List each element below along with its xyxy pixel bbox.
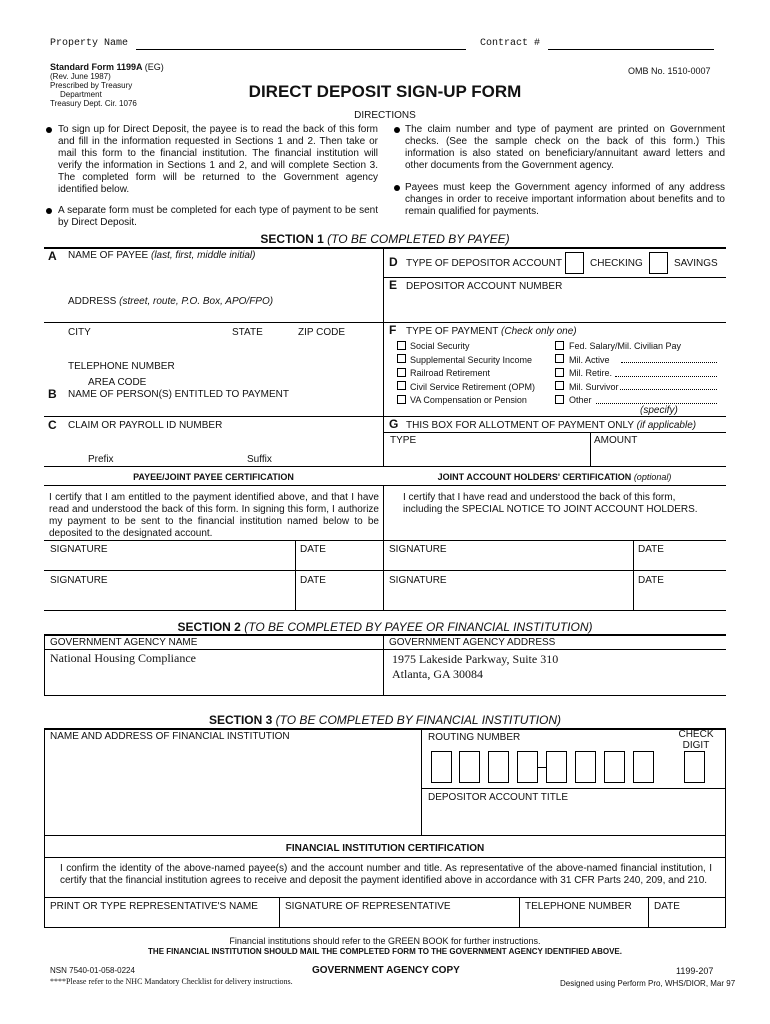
section-3-title: SECTION 3 (TO BE COMPLETED BY FINANCIAL INSTITUTION) — [208, 713, 562, 727]
direction-right-2: Payees must keep the Government agency informed of any address changes in order to receive important information about benefits and to remain qualified for payments. — [405, 182, 725, 217]
section-3-top-border — [44, 728, 726, 730]
rep-date-label[interactable]: DATE — [654, 901, 680, 912]
mil-retire-line — [615, 376, 717, 377]
mil-survivor-line — [620, 389, 717, 390]
section-3-bottom-border — [44, 927, 726, 928]
field-b-letter: B — [48, 387, 57, 401]
section-3-left-border — [44, 729, 45, 928]
other-label: Other — [569, 395, 592, 405]
field-c-letter: C — [48, 418, 57, 432]
fi-cert-text: I confirm the identity of the above-named payee(s) and the account number and title. As representative of the above-named financial institution, I certify that the financial institution agrees to receive and deposit the payment identified above in accordance with 31 CFR Parts 240, 209, and 210. — [60, 863, 712, 886]
payee-cert-text: I certify that I am entitled to the payment identified above, and that I have read and understood the back of this form. In signing this form, I authorize my payment to be sent to the financial institution named below to be deposited to the designated account. — [49, 492, 379, 539]
payee-signature-1[interactable]: SIGNATURE — [50, 544, 108, 555]
mil-survivor-checkbox[interactable] — [555, 381, 564, 390]
divider — [633, 540, 634, 611]
other-checkbox[interactable] — [555, 395, 564, 404]
property-name-line[interactable] — [136, 49, 466, 50]
savings-checkbox[interactable] — [649, 252, 668, 274]
property-name-label: Property Name — [50, 38, 129, 49]
payee-date-1[interactable]: DATE — [300, 544, 326, 555]
agency-address-line1[interactable]: 1975 Lakeside Parkway, Suite 310 — [392, 652, 559, 666]
divider — [44, 485, 726, 486]
payee-date-2[interactable]: DATE — [300, 575, 326, 586]
direction-right-1: The claim number and type of payment are printed on Government checks. (See the sample check on the back of this form.) This information is also stated on beneficiary/annuitant award letters and other documents from the Government agency. — [405, 124, 725, 171]
va-label: VA Compensation or Pension — [410, 395, 527, 405]
telephone-label[interactable]: TELEPHONE NUMBER — [68, 361, 175, 372]
joint-cert-title: JOINT ACCOUNT HOLDERS' CERTIFICATION (optional) — [437, 472, 672, 482]
divider — [44, 570, 726, 571]
rep-signature-label[interactable]: SIGNATURE OF REPRESENTATIVE — [285, 901, 451, 912]
account-number-label[interactable]: DEPOSITOR ACCOUNT NUMBER — [406, 281, 563, 292]
address-label[interactable]: ADDRESS (street, route, P.O. Box, APO/FPO) — [68, 296, 274, 307]
va-checkbox[interactable] — [397, 395, 406, 404]
nhc-note: ****Please refer to the NHC Mandatory Checklist for delivery instructions. — [50, 977, 293, 986]
mil-survivor-label: Mil. Survivor — [569, 382, 619, 392]
civil-service-checkbox[interactable] — [397, 381, 406, 390]
checking-checkbox[interactable] — [565, 252, 584, 274]
routing-digit-3[interactable] — [488, 751, 509, 783]
mil-active-line — [621, 362, 717, 363]
divider — [421, 788, 725, 789]
railroad-label: Railroad Retirement — [410, 368, 491, 378]
account-title-label[interactable]: DEPOSITOR ACCOUNT TITLE — [428, 792, 569, 803]
routing-digit-6[interactable] — [575, 751, 596, 783]
persons-entitled-label[interactable]: NAME OF PERSON(S) ENTITLED TO PAYMENT — [68, 389, 289, 400]
section-2-bottom-border — [44, 695, 726, 696]
mil-retire-label: Mil. Retire. — [569, 368, 613, 378]
form-number: 1199-207 — [676, 966, 714, 976]
section-2-left-border — [44, 635, 45, 696]
bullet-icon — [46, 127, 52, 133]
civil-service-label: Civil Service Retirement (OPM) — [410, 382, 536, 392]
routing-separator — [538, 767, 546, 768]
agency-address-label: GOVERNMENT AGENCY ADDRESS — [389, 637, 556, 648]
joint-date-1[interactable]: DATE — [638, 544, 664, 555]
allotment-amount-label[interactable]: AMOUNT — [594, 435, 638, 446]
payee-signature-2[interactable]: SIGNATURE — [50, 575, 108, 586]
nsn-number: NSN 7540-01-058-0224 — [50, 966, 135, 975]
specify-note: (specify) — [640, 405, 678, 416]
payee-cert-title: PAYEE/JOINT PAYEE CERTIFICATION — [133, 472, 294, 482]
prescribed-by: Prescribed by Treasury — [50, 81, 133, 90]
joint-cert-text: I certify that I have read and understood the back of this form, including the SPECIAL NOTICE TO JOINT ACCOUNT HOLDERS. — [403, 492, 698, 515]
form-title: DIRECT DEPOSIT SIGN-UP FORM — [248, 82, 522, 101]
joint-signature-2[interactable]: SIGNATURE — [389, 575, 447, 586]
mil-active-label: Mil. Active — [569, 355, 610, 365]
agency-name-label: GOVERNMENT AGENCY NAME — [50, 637, 198, 648]
prefix-label: Prefix — [88, 454, 114, 465]
agency-name-value[interactable]: National Housing Compliance — [50, 651, 196, 665]
bullet-icon — [394, 185, 400, 191]
divider — [519, 897, 520, 928]
fed-salary-checkbox[interactable] — [555, 341, 564, 350]
direction-left-1: To sign up for Direct Deposit, the payee is to read the back of this form and fill in the information requested in Sections 1 and 2. Then take or mail this form to the financial institution. The financial institution will verify the information in Sections 1 and 2, and will complete Section 3. The completed form will be returned to the Government agency identified below. — [58, 124, 378, 195]
mil-retire-checkbox[interactable] — [555, 368, 564, 377]
routing-digit-8[interactable] — [633, 751, 654, 783]
state-label[interactable]: STATE — [232, 327, 263, 338]
divider — [648, 897, 649, 928]
check-digit-box[interactable] — [684, 751, 705, 783]
rep-phone-label[interactable]: TELEPHONE NUMBER — [525, 901, 632, 912]
allotment-type-label[interactable]: TYPE — [390, 435, 417, 446]
joint-date-2[interactable]: DATE — [638, 575, 664, 586]
ssi-checkbox[interactable] — [397, 354, 406, 363]
department: Department — [60, 90, 102, 99]
divider — [44, 857, 726, 858]
joint-signature-1[interactable]: SIGNATURE — [389, 544, 447, 555]
section-1-top-border — [44, 247, 726, 249]
payee-name-label[interactable]: NAME OF PAYEE (last, first, middle initial) — [68, 250, 256, 261]
field-g-letter: G — [389, 417, 399, 431]
fi-cert-title: FINANCIAL INSTITUTION CERTIFICATION — [285, 843, 485, 854]
fi-name-label[interactable]: NAME AND ADDRESS OF FINANCIAL INSTITUTION — [50, 731, 290, 742]
social-security-checkbox[interactable] — [397, 341, 406, 350]
form-id: Standard Form 1199A (EG) — [50, 62, 164, 72]
rep-name-label[interactable]: PRINT OR TYPE REPRESENTATIVE'S NAME — [50, 901, 258, 912]
section-2-title: SECTION 2 (TO BE COMPLETED BY PAYEE OR FINANCIAL INSTITUTION) — [177, 620, 593, 634]
divider — [44, 466, 726, 467]
divider — [421, 729, 422, 835]
copy-label: GOVERNMENT AGENCY COPY — [312, 965, 460, 976]
divider — [383, 416, 726, 417]
bullet-icon — [394, 127, 400, 133]
divider — [44, 322, 383, 323]
section-2-top-border — [44, 634, 726, 636]
form-revision: (Rev. June 1987) — [50, 72, 111, 81]
omb-number: OMB No. 1510-0007 — [628, 66, 711, 76]
designed-by: Designed using Perform Pro, WHS/DIOR, Mar 97 — [560, 979, 736, 988]
divider — [383, 485, 384, 611]
section-1-middle-divider — [383, 248, 384, 466]
zip-code-label[interactable]: ZIP CODE — [298, 327, 346, 338]
field-a-letter: A — [48, 249, 57, 263]
city-label[interactable]: CITY — [68, 327, 91, 338]
other-line[interactable] — [596, 403, 717, 404]
mail-notice: THE FINANCIAL INSTITUTION SHOULD MAIL THE COMPLETED FORM TO THE GOVERNMENT AGENCY IDENTIFIED ABOVE. — [148, 947, 622, 956]
field-e-letter: E — [389, 278, 398, 292]
divider — [590, 432, 591, 466]
section-1-bottom-border — [44, 610, 726, 611]
savings-label: SAVINGS — [674, 258, 718, 269]
fed-salary-label: Fed. Salary/Mil. Civilian Pay — [569, 341, 682, 351]
divider — [44, 835, 726, 836]
divider — [44, 649, 726, 650]
section-1-title: SECTION 1 (TO BE COMPLETED BY PAYEE) — [260, 232, 510, 246]
payment-type-label: TYPE OF PAYMENT (Check only one) — [406, 326, 577, 337]
divider — [44, 416, 383, 417]
divider — [383, 635, 384, 696]
account-type-label: TYPE OF DEPOSITOR ACCOUNT — [406, 258, 562, 269]
routing-digit-1[interactable] — [431, 751, 452, 783]
suffix-label: Suffix — [247, 454, 272, 465]
routing-digit-7[interactable] — [604, 751, 625, 783]
social-security-label: Social Security — [410, 341, 470, 351]
railroad-checkbox[interactable] — [397, 368, 406, 377]
allotment-label: THIS BOX FOR ALLOTMENT OF PAYMENT ONLY (if applicable) — [406, 420, 697, 431]
treasury-circular: Treasury Dept. Cir. 1076 — [50, 99, 137, 108]
divider — [383, 277, 726, 278]
divider — [295, 540, 296, 611]
check-digit-label: CHECK DIGIT — [678, 729, 714, 751]
green-book-note: Financial institutions should refer to the GREEN BOOK for further instructions. — [229, 936, 541, 946]
agency-address-line2[interactable]: Atlanta, GA 30084 — [392, 667, 483, 681]
directions-heading: DIRECTIONS — [354, 110, 416, 121]
divider — [383, 432, 726, 433]
area-code-label: AREA CODE — [88, 377, 147, 388]
routing-number-label: ROUTING NUMBER — [428, 732, 521, 743]
direction-left-2: A separate form must be completed for each type of payment to be sent by Direct Deposit. — [58, 205, 378, 228]
field-d-letter: D — [389, 255, 398, 269]
divider — [44, 897, 726, 898]
divider — [44, 540, 726, 541]
routing-digit-5[interactable] — [546, 751, 567, 783]
bullet-icon — [46, 208, 52, 214]
contract-line[interactable] — [548, 49, 714, 50]
checking-label: CHECKING — [590, 258, 643, 269]
divider — [383, 322, 726, 323]
divider — [279, 897, 280, 928]
routing-digit-2[interactable] — [459, 751, 480, 783]
section-3-right-border — [725, 729, 726, 928]
ssi-label: Supplemental Security Income — [410, 355, 533, 365]
contract-label: Contract # — [480, 38, 541, 49]
field-f-letter: F — [389, 323, 397, 337]
mil-active-checkbox[interactable] — [555, 354, 564, 363]
claim-id-label[interactable]: CLAIM OR PAYROLL ID NUMBER — [68, 420, 223, 431]
routing-digit-4[interactable] — [517, 751, 538, 783]
